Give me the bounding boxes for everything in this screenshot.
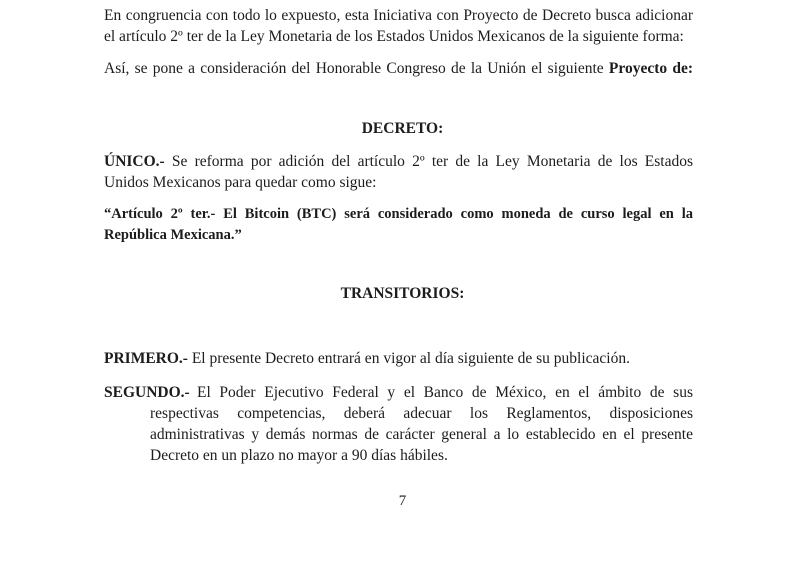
segundo-line-1: El Poder Ejecutivo Federal y el Banco de México, en el ámbito de sus bbox=[197, 384, 693, 401]
unico-label: ÚNICO.- bbox=[104, 153, 165, 170]
segundo-line-2: respectivas competencias, deberá adecuar los Reglamentos, disposiciones bbox=[150, 405, 693, 422]
intro-paragraph bbox=[104, 5, 693, 47]
primero-text: El presente Decreto entrará en vigor al día siguiente de su publicación. bbox=[191, 350, 630, 367]
primero-label: PRIMERO.- bbox=[104, 350, 188, 367]
consideration-bold: Proyecto de: bbox=[608, 60, 694, 77]
segundo-line-4: Decreto en un plazo no mayor a 90 días hábiles. bbox=[150, 447, 448, 464]
intro-line-1: En congruencia con todo lo expuesto, esta Iniciativa con Proyecto de Decreto busca adicionar bbox=[104, 7, 693, 24]
unico-line-2: Unidos Mexicanos para quedar como sigue: bbox=[104, 174, 377, 191]
unico-line-1-text: Se reforma por adición del artículo 2º ter de la Ley Monetaria de los Estados bbox=[171, 153, 694, 170]
transitorios-heading: TRANSITORIOS: bbox=[340, 285, 465, 302]
page-number: 7 bbox=[398, 493, 407, 509]
consideration-line bbox=[104, 58, 693, 79]
articulo-line-2: República Mexicana.” bbox=[104, 227, 242, 243]
consideration-paragraph bbox=[104, 58, 693, 79]
primero-paragraph bbox=[104, 348, 693, 369]
intro-line-2: el artículo 2º ter de la Ley Monetaria de los Estados Unidos Mexicanos de la siguiente forma: bbox=[104, 28, 684, 45]
primero-line bbox=[104, 348, 693, 369]
segundo-line-3: administrativas y demás normas de carácter general a lo establecido en el presente bbox=[150, 426, 693, 443]
unico-line-1 bbox=[104, 151, 693, 172]
segundo-label: SEGUNDO.- bbox=[104, 384, 190, 401]
decreto-heading: DECRETO: bbox=[361, 120, 444, 137]
articulo-line-1: “Artículo 2º ter.- El Bitcoin (BTC) será considerado como moneda de curso legal en la bbox=[104, 206, 693, 222]
unico-paragraph bbox=[104, 151, 693, 193]
segundo-body bbox=[150, 403, 693, 466]
articulo-quote bbox=[104, 204, 693, 246]
consideration-text: Así, se pone a consideración del Honorable Congreso de la Unión el siguiente bbox=[104, 60, 604, 77]
